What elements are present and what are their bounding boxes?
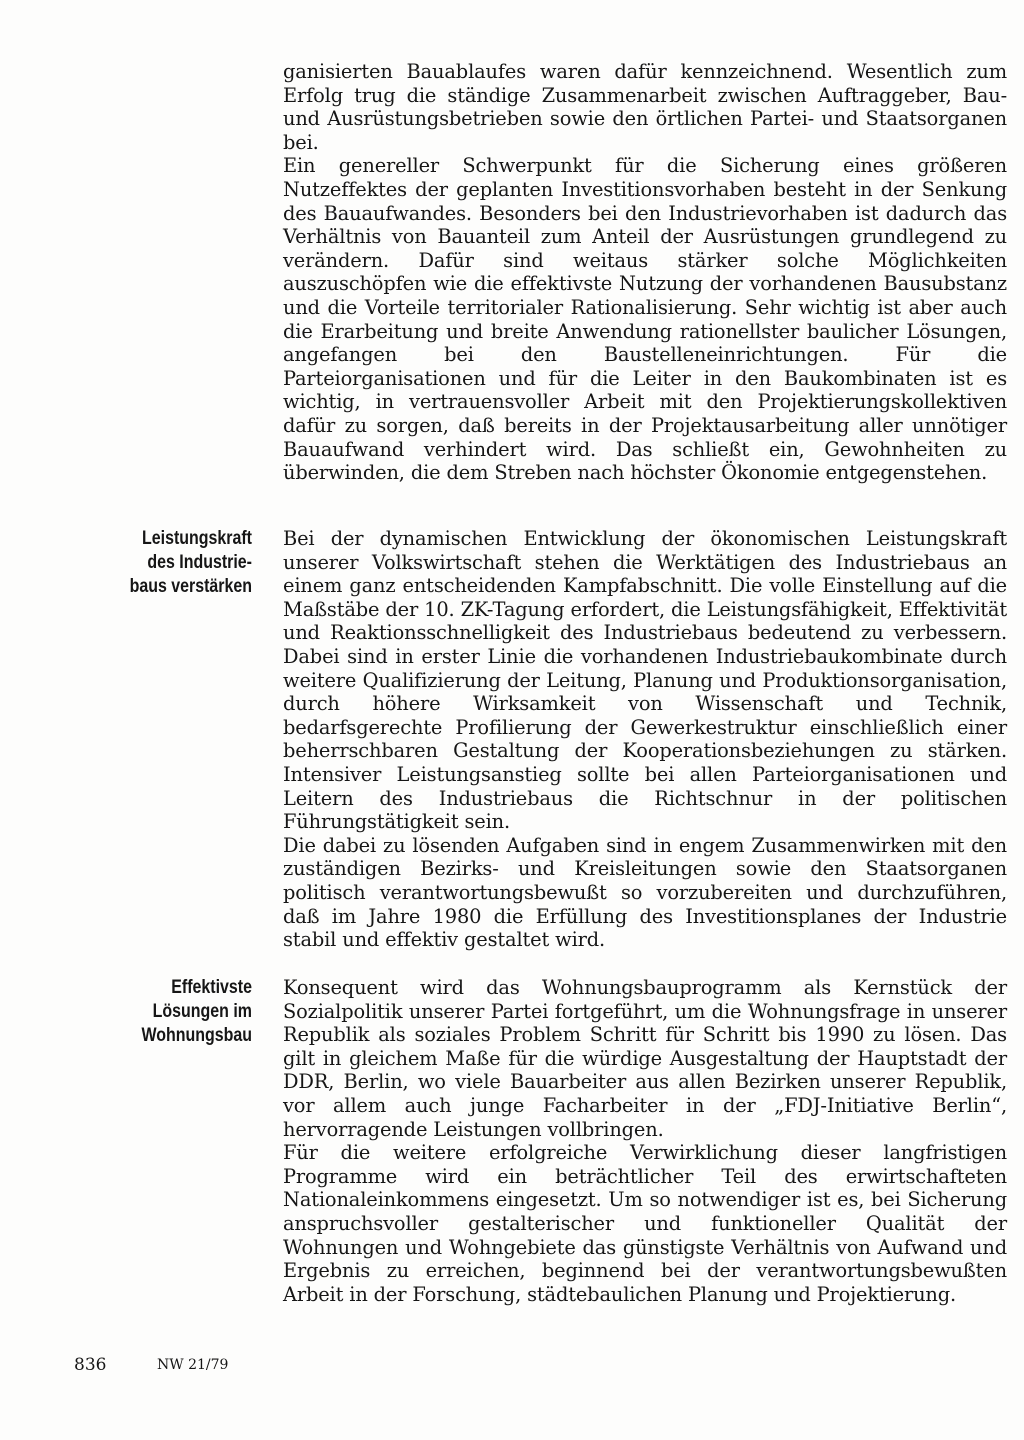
text-block-industriebau	[283, 527, 1007, 952]
margin-heading-wohnungsbau	[126, 976, 252, 1048]
paragraph: Bei der dynamischen Entwicklung der ökonomischen Leistungskraft unserer Volkswirtschaft stehen die Werktätigen des Industriebaus an einem ganz entscheidenden Kampfabschnitt. Die volle Einstellung auf die Maßstäbe der 10. ZK-Tagung erfordert, die Leistungsfähigkeit, Effektivität und Reaktionsschnelligkeit des Industriebaus bedeutend zu verbessern. Dabei sind in erster Linie die vorhandenen Industriebaukombinate durch weitere Qualifizierung der Leitung, Planung und Produktionsorganisation, durch höhere Wirksamkeit von Wissenschaft und Technik, bedarfsgerechte Profilierung der Gewerkestruktur einschließlich einer beherrschbaren Gestaltung der Kooperationsbeziehungen zu stärken. Intensiver Leistungsanstieg sollte bei allen Parteiorganisationen und Leitern des Industriebaus die Richtschnur in der politischen Führungstätigkeit sein.	[283, 527, 1007, 834]
paragraph: Die dabei zu lösenden Aufgaben sind in engem Zusammenwirken mit den zuständigen Bezirks- und Kreisleitungen sowie den Staatsorganen politisch verantwortungsbewußt so vorzubereiten und durchzuführen, daß im Jahre 1980 die Erfüllung des Investitionsplanes der Industrie stabil und effektiv gestaltet wird.	[283, 833, 1007, 952]
paragraph: Für die weitere erfolgreiche Verwirklichung dieser langfristigen Programme wird ein beträchtlicher Teil des erwirtschafteten Nationaleinkommens eingesetzt. Um so notwendiger ist es, bei Sicherung anspruchsvoller gestalterischer und funktioneller Qualität der Wohnungen und Wohngebiete das günstigste Verhältnis von Aufwand und Ergebnis zu erreichen, beginnend bei der verantwortungsbewußten Arbeit in der Forschung, städtebaulichen Planung und Projektierung.	[283, 1141, 1007, 1306]
text-block-wohnungsbau	[283, 976, 1007, 1306]
heading-line: Effektivste	[171, 977, 252, 998]
text-block-intro	[283, 60, 1007, 485]
paragraph: ganisierten Bauablaufes waren dafür kennzeichnend. Wesentlich zum Erfolg trug die ständige Zusammenarbeit zwischen Auftraggeber, Bau- und Ausrüstungsbetrieben sowie den örtlichen Partei- und Staatsorganen bei.	[283, 60, 1007, 154]
paragraph: Konsequent wird das Wohnungsbauprogramm als Kernstück der Sozialpolitik unserer Partei fortgeführt, um die Wohnungsfrage in unserer Republik als soziales Problem Schritt für Schritt bis 1990 zu lösen. Das gilt in gleichem Maße für die würdige Ausgestaltung der Hauptstadt der DDR, Berlin, wo viele Bauarbeiter aus allen Bezirken unserer Republik, vor allem auch junge Facharbeiter in der „FDJ-Initiative Berlin“, hervorragende Leistungen vollbringen.	[283, 976, 1007, 1141]
heading-line: des Industrie-	[147, 552, 252, 573]
paragraph: Ein genereller Schwerpunkt für die Sicherung eines größeren Nutzeffektes der geplanten Investitionsvorhaben besteht in der Senkung des Bauaufwandes. Besonders bei den Industrievorhaben ist dadurch das Verhältnis von Bauanteil zum Anteil der Ausrüstungen grundlegend zu verändern. Dafür sind weitaus stärker solche Möglichkeiten auszuschöpfen wie die effektivste Nutzung der vorhandenen Bausubstanz und die Vorteile territorialer Rationalisierung. Sehr wichtig ist aber auch die Erarbeitung und breite Anwendung rationellster baulicher Lösungen, angefangen bei den Baustelleneinrichtungen. Für die Parteiorganisationen und für die Leiter in den Baukombinaten ist es wichtig, in vertrauensvoller Arbeit mit den Projektierungskollektiven dafür zu sorgen, daß bereits in der Projektausarbeitung aller unnötiger Bauaufwand verhindert wird. Das schließt ein, Gewohnheiten zu überwinden, die dem Streben nach höchster Ökonomie entgegenstehen.	[283, 154, 1007, 485]
heading-line: Wohnungsbau	[141, 1025, 252, 1046]
heading-line: Leistungskraft	[142, 528, 252, 549]
heading-line: Lösungen im	[152, 1001, 252, 1022]
journal-issue: NW 21/79	[157, 1357, 229, 1373]
heading-line: baus verstärken	[129, 576, 252, 597]
margin-heading-industriebau	[126, 527, 252, 599]
page-number: 836	[74, 1355, 107, 1375]
